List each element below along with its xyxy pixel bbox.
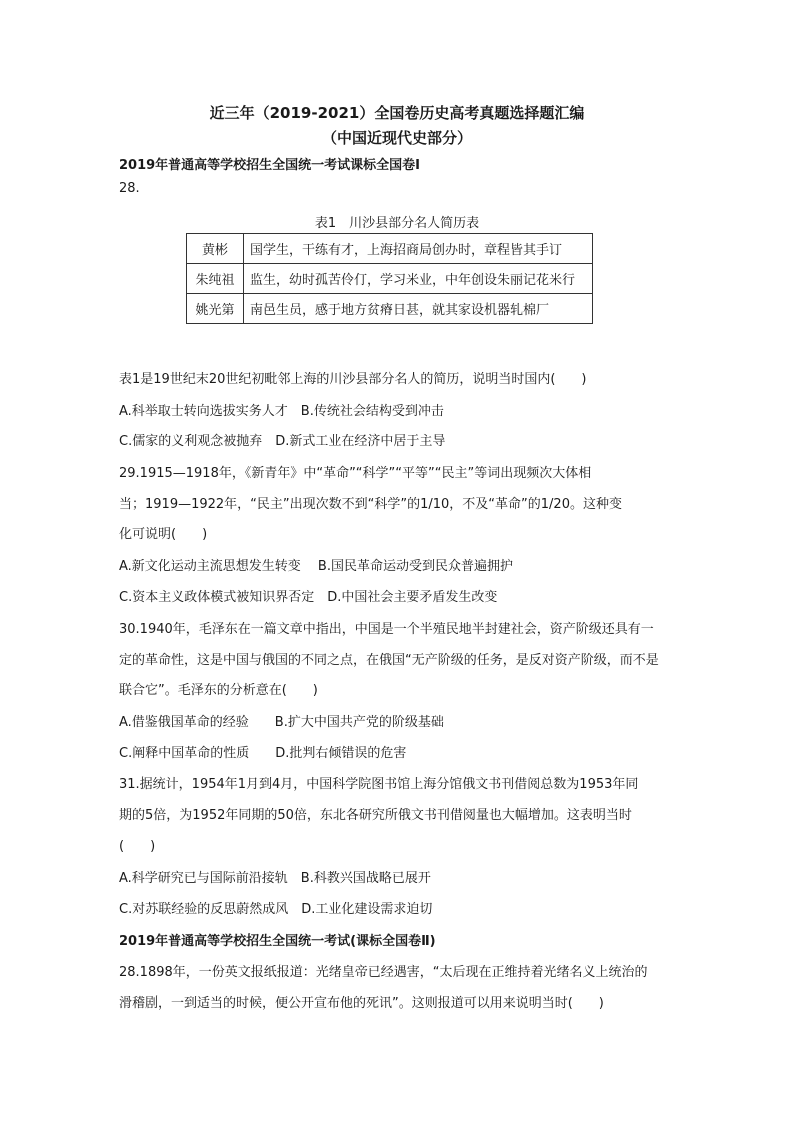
question-28b-stem-line1: 28.1898年，一份英文报纸报道：光绪皇帝已经遇害，“太后现在正维持着光绪名义上统治的 bbox=[119, 965, 648, 980]
table-caption: 表1 川沙县部分名人简历表 bbox=[314, 216, 480, 231]
question-31-stem-line1: 31.据统计，1954年1月到4月，中国科学院图书馆上海分馆俄文书刊借阅总数为1953年同 bbox=[119, 777, 639, 792]
question-29-options-ab: A.新文化运动主流思想发生转变 B.国民革命运动受到民众普遍拥护 bbox=[119, 559, 513, 574]
question-30-stem-line3: 联合它”。毛泽东的分析意在( ) bbox=[119, 683, 318, 698]
question-31-stem-line2: 期的5倍，为1952年同期的50倍，东北各研究所俄文书刊借阅量也大幅增加。这表明当时 bbox=[119, 808, 632, 823]
table-cell-desc: 国学生，干练有才，上海招商局创办时，章程皆其手订 bbox=[244, 234, 593, 264]
question-31-stem-line3: ( ) bbox=[119, 839, 156, 854]
question-29-stem-line3: 化可说明( ) bbox=[119, 527, 208, 542]
biography-table bbox=[186, 233, 593, 324]
section-heading-2: 2019年普通高等学校招生全国统一考试(课标全国卷Ⅱ) bbox=[119, 934, 436, 949]
question-30-stem-line2: 定的革命性，这是中国与俄国的不同之点，在俄国“无产阶级的任务，是反对资产阶级，而不是 bbox=[119, 653, 659, 668]
question-28-number: 28. bbox=[119, 181, 140, 196]
table-row bbox=[187, 294, 593, 324]
question-30-options-cd: C.阐释中国革命的性质 D.批判右倾错误的危害 bbox=[119, 746, 407, 761]
question-30-stem-line1: 30.1940年，毛泽东在一篇文章中指出，中国是一个半殖民地半封建社会，资产阶级还具有一 bbox=[119, 622, 654, 637]
page-subtitle: （中国近现代史部分） bbox=[321, 129, 472, 147]
table-cell-name: 姚光第 bbox=[187, 294, 244, 324]
question-31-options-ab: A.科学研究已与国际前沿接轨 B.科教兴国战略已展开 bbox=[119, 871, 431, 886]
question-31-options-cd: C.对苏联经验的反思蔚然成风 D.工业化建设需求迫切 bbox=[119, 902, 433, 917]
table-cell-name: 朱纯祖 bbox=[187, 264, 244, 294]
table-cell-desc: 南邑生员，感于地方贫瘠日甚，就其家设机器轧棉厂 bbox=[244, 294, 593, 324]
page-title: 近三年（2019-2021）全国卷历史高考真题选择题汇编 bbox=[209, 104, 585, 122]
table-row bbox=[187, 234, 593, 264]
question-28-options-cd: C.儒家的义利观念被抛弃 D.新式工业在经济中居于主导 bbox=[119, 434, 446, 449]
question-29-stem-line2: 当；1919—1922年，“民主”出现次数不到“科学”的1/10，不及“革命”的1/20。这种变 bbox=[119, 497, 622, 512]
question-28b-stem-line2: 滑稽剧，一到适当的时候，便公开宣布他的死讯”。这则报道可以用来说明当时( ) bbox=[119, 996, 604, 1011]
question-28-stem: 表1是19世纪末20世纪初毗邻上海的川沙县部分名人的简历，说明当时国内( ) bbox=[119, 372, 587, 387]
table-cell-name: 黄彬 bbox=[187, 234, 244, 264]
section-heading-1: 2019年普通高等学校招生全国统一考试课标全国卷Ⅰ bbox=[119, 158, 421, 173]
question-30-options-ab: A.借鉴俄国革命的经验 B.扩大中国共产党的阶级基础 bbox=[119, 715, 444, 730]
question-29-options-cd: C.资本主义政体模式被知识界否定 D.中国社会主要矛盾发生改变 bbox=[119, 590, 498, 605]
question-29-stem-line1: 29.1915—1918年，《新青年》中“革命”“科学”“平等”“民主”等词出现频次大体相 bbox=[119, 466, 592, 481]
question-28-options-ab: A.科举取士转向选拔实务人才 B.传统社会结构受到冲击 bbox=[119, 404, 444, 419]
table-row bbox=[187, 264, 593, 294]
table-cell-desc: 监生，幼时孤苦伶仃，学习米业，中年创设朱丽记花米行 bbox=[244, 264, 593, 294]
